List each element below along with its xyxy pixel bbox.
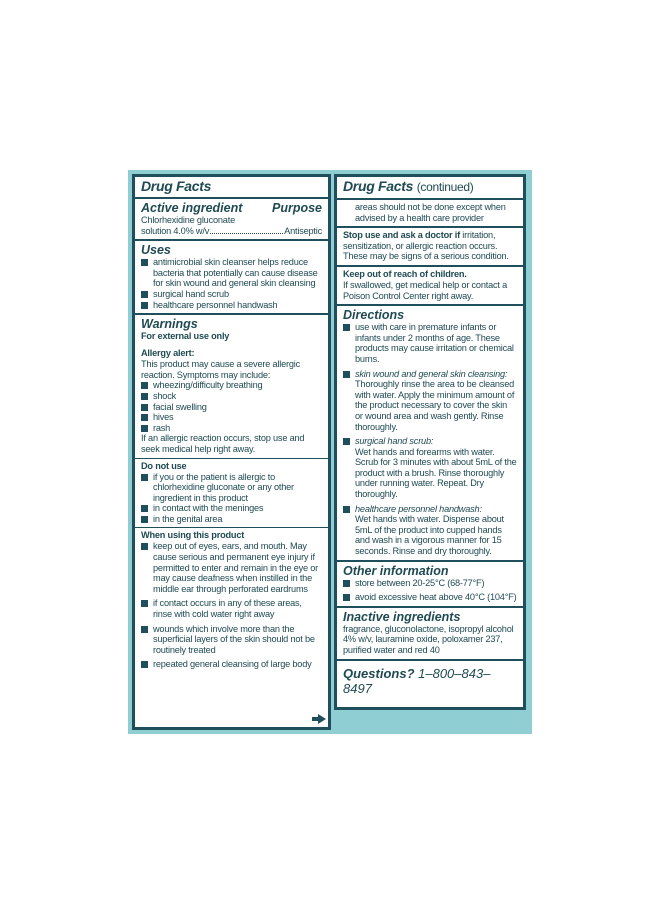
directions-section <box>337 306 523 561</box>
list-item: store between 20-25°C (68-77°F) <box>343 578 517 589</box>
bullet-icon <box>141 661 148 668</box>
bullet-icon <box>141 259 148 266</box>
inactive-ingredients-heading: Inactive ingredients <box>343 609 461 624</box>
inactive-ingredients-section <box>337 608 523 661</box>
bullet-icon <box>141 382 148 389</box>
keep-out-heading: Keep out of reach of children. <box>343 268 467 279</box>
bullet-icon <box>141 516 148 523</box>
keep-out-text: If swallowed, get medical help or contact a Poison Control Center right away. <box>343 279 508 301</box>
list-item: healthcare personnel handwash <box>141 300 322 311</box>
questions-line: Questions? 1–800–843–8497 <box>343 665 491 696</box>
active-ingredient-section <box>135 199 328 241</box>
list-item: wounds which involve more than the superficial layers of the skin should not be routinely treated <box>141 624 322 656</box>
list-item: wheezing/difficulty breathing <box>141 380 322 391</box>
directions-heading: Directions <box>343 308 405 323</box>
do-not-use-heading: Do not use <box>141 460 187 471</box>
allergy-after-text: If an allergic reaction occurs, stop use and seek medical help right away. <box>141 433 305 454</box>
right-column <box>334 174 526 710</box>
warnings-heading: Warnings <box>141 317 198 332</box>
allergy-section <box>135 345 328 458</box>
warnings-section <box>135 315 328 345</box>
bullet-icon <box>141 543 148 550</box>
when-using-section <box>135 528 328 673</box>
list-item: hives <box>141 412 322 423</box>
bullet-icon <box>343 438 350 445</box>
list-item: keep out of eyes, ears, and mouth. May cause serious and permanent eye injury if permitted to enter and remain in the eye or may cause deafness when instilled in the middle ear through perforated eardrums <box>141 541 322 594</box>
bullet-icon <box>141 393 148 400</box>
bullet-icon <box>343 594 350 601</box>
dot-leader <box>210 233 283 234</box>
list-item: antimicrobial skin cleanser helps reduce bacteria that potentially can cause disease <box>141 257 322 278</box>
phone-number: 1–800–843–8497 <box>343 665 491 696</box>
other-information-heading: Other information <box>343 563 449 578</box>
solution-strength: solution 4.0% w/v <box>141 225 210 236</box>
list-item: shock <box>141 391 322 402</box>
bullet-icon <box>141 414 148 421</box>
list-item: use with care in premature infants or infants under 2 months of age. These products may cause irritation or chemical burns. <box>343 322 517 364</box>
list-item: surgical hand scrub: Wet hands and forearms with water. Scrub for 3 minutes with about 5mL of the product with a brush. Rinse thoroughly under running water. Repeat. Dry thoroughly. <box>343 436 517 500</box>
list-item: in the genital area <box>141 514 322 525</box>
allergy-text: This product may cause a severe allergic reaction. Symptoms may include: <box>141 359 300 380</box>
list-item: avoid excessive heat above 40°C (104°F) <box>343 592 517 603</box>
drug-facts-label <box>128 170 532 734</box>
bullet-icon <box>343 324 350 331</box>
bullet-icon <box>343 580 350 587</box>
active-ingredient-line <box>141 226 322 237</box>
purpose-heading: Purpose <box>271 201 322 215</box>
bullet-icon <box>141 291 148 298</box>
bullet-icon <box>343 506 350 513</box>
inactive-ingredients-text: fragrance, gluconolactone, isopropyl alcohol 4% w/v, lauramine oxide, poloxamer 237, purified water and red 40 <box>343 623 514 655</box>
active-ingredient-name: Chlorhexidine gluconate <box>141 215 235 225</box>
bullet-icon <box>141 425 148 432</box>
uses-section <box>135 241 328 315</box>
list-item: repeated general cleansing of large body <box>141 659 322 670</box>
bullet-icon <box>141 474 148 481</box>
do-not-use-section <box>135 459 328 529</box>
allergy-heading: Allergy alert: <box>141 348 195 359</box>
bullet-icon <box>141 404 148 411</box>
stop-use-text: Stop use and ask a doctor if irritation, sensitization, or allergic reaction occurs. These may be signs of a serious condition. <box>343 230 509 262</box>
list-item: in contact with the meninges <box>141 503 322 514</box>
when-using-heading: When using this product <box>141 530 245 541</box>
bullet-icon <box>343 371 350 378</box>
drug-facts-title-continued: Drug Facts (continued) <box>343 178 474 194</box>
title-section <box>337 177 523 200</box>
uses-heading: Uses <box>141 243 171 258</box>
keep-out-section <box>337 267 523 306</box>
list-item: if you or the patient is allergic to chlorhexidine gluconate or any other ingredient in this product <box>141 472 322 504</box>
continued-arrow-icon <box>318 714 326 724</box>
bullet-icon <box>141 302 148 309</box>
bullet-icon <box>141 626 148 633</box>
left-column <box>132 174 331 730</box>
continued-text-section <box>337 200 523 228</box>
uses-subnote: for skin wound and general skin cleansing <box>153 278 316 289</box>
bullet-icon <box>141 600 148 607</box>
title-section <box>135 177 328 199</box>
active-ingredient-heading: Active ingredient <box>141 201 243 215</box>
list-item: skin wound and general skin cleansing: Thoroughly rinse the area to be cleansed with water. Apply the minimum amount of the product necessary to cover the skin or wound area and wash gently. Rinse thoroughly. <box>343 369 517 433</box>
list-item: facial swelling <box>141 402 322 413</box>
list-item: surgical hand scrub <box>141 289 322 300</box>
bullet-icon <box>141 505 148 512</box>
external-use-note: For external use only <box>141 331 230 342</box>
list-item: if contact occurs in any of these areas, rinse with cold water right away <box>141 598 322 619</box>
list-item: rash <box>141 423 322 434</box>
stop-use-section <box>337 228 523 267</box>
drug-facts-title: Drug Facts <box>141 178 212 194</box>
continued-text: areas should not be done except when advised by a health care provider <box>355 202 506 223</box>
list-item: healthcare personnel handwash: Wet hands with water. Dispense about 5mL of the product into cupped hands and wash in a vigorous manner for 15 seconds. Rinse and dry thoroughly. <box>343 504 517 557</box>
purpose-value: Antiseptic <box>284 225 322 236</box>
questions-section <box>337 661 523 701</box>
other-information-section <box>337 562 523 608</box>
